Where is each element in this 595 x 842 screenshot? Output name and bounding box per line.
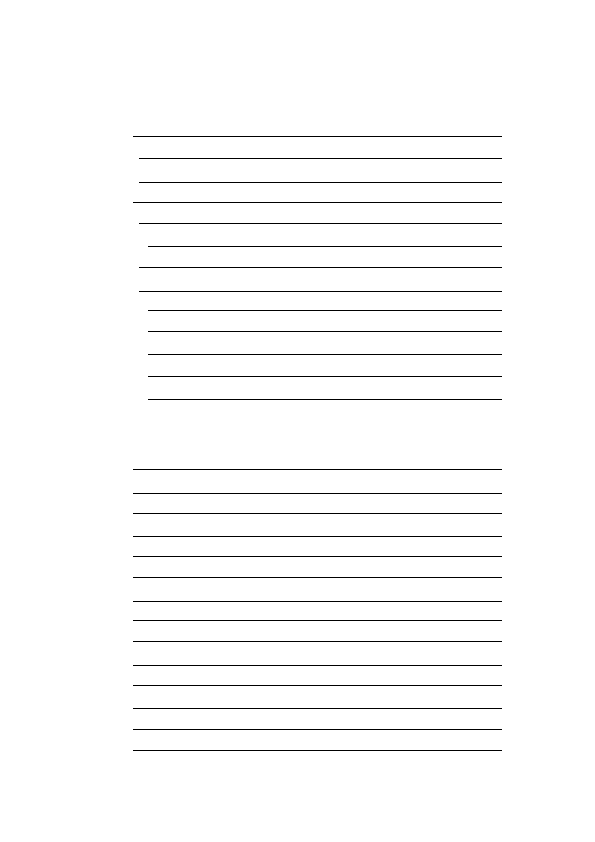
toc-entry[interactable] [89, 572, 512, 582]
toc-entry-label [89, 681, 129, 689]
toc-page-number [506, 509, 512, 517]
toc-page-number [506, 132, 512, 140]
toc-entry-label [89, 725, 129, 733]
leader-line [133, 620, 502, 621]
toc-entry[interactable] [89, 131, 512, 141]
toc-page-number [506, 597, 512, 605]
toc-entry-label [95, 287, 135, 295]
leader-line [133, 202, 502, 203]
toc-entry[interactable] [95, 262, 512, 272]
toc-entry-label [89, 465, 129, 473]
toc-page-number [506, 489, 512, 497]
toc-entry[interactable] [89, 615, 512, 625]
toc-entry[interactable] [89, 508, 512, 518]
section-heading [89, 432, 209, 444]
toc-entry-label [89, 704, 129, 712]
toc-entry[interactable] [89, 596, 512, 606]
toc-page-number [506, 178, 512, 186]
toc-entry-label [104, 350, 144, 358]
toc-entry[interactable] [104, 305, 512, 315]
toc-entry[interactable] [95, 286, 512, 296]
toc-page-number [506, 306, 512, 314]
toc-entry[interactable] [104, 371, 512, 381]
leader-line [139, 291, 502, 292]
toc-entry[interactable] [89, 464, 512, 474]
toc-page-number [506, 532, 512, 540]
toc-entry[interactable] [89, 488, 512, 498]
toc-page-number [506, 350, 512, 358]
toc-entry-label [95, 263, 135, 271]
leader-line [133, 493, 502, 494]
leader-line [148, 310, 502, 311]
toc-entry-label [104, 395, 144, 403]
toc-entry[interactable] [89, 724, 512, 734]
toc-entry-label [95, 219, 135, 227]
leader-line [139, 223, 502, 224]
leader-line [148, 331, 502, 332]
toc-page-number [506, 198, 512, 206]
toc-entry-label [104, 327, 144, 335]
leader-line [133, 136, 502, 137]
toc-page-number [506, 219, 512, 227]
leader-line [133, 665, 502, 666]
leader-line [133, 641, 502, 642]
leader-line [133, 685, 502, 686]
toc-entry-label [89, 661, 129, 669]
toc-page-number [506, 154, 512, 162]
leader-line [133, 729, 502, 730]
leader-line [133, 536, 502, 537]
toc-entry-label [89, 746, 129, 754]
toc-entry-label [89, 132, 129, 140]
toc-entry-label [89, 637, 129, 645]
toc-entry[interactable] [89, 636, 512, 646]
toc-entry[interactable] [95, 153, 512, 163]
toc-page-number [506, 637, 512, 645]
toc-entry[interactable] [104, 241, 512, 251]
toc-entry[interactable] [95, 218, 512, 228]
toc-entry-label [104, 242, 144, 250]
toc-page-number [506, 242, 512, 250]
toc-entry-label [95, 154, 135, 162]
leader-line [133, 708, 502, 709]
toc-entry-label [89, 616, 129, 624]
toc-entry[interactable] [104, 349, 512, 359]
leader-line [139, 158, 502, 159]
leader-line [133, 750, 502, 751]
leader-line [148, 246, 502, 247]
toc-page-number [506, 552, 512, 560]
section-heading [89, 100, 209, 112]
leader-line [139, 267, 502, 268]
toc-page-number [506, 465, 512, 473]
toc-page-number [506, 287, 512, 295]
toc-entry[interactable] [89, 680, 512, 690]
toc-page-number [506, 725, 512, 733]
toc-entry[interactable] [89, 531, 512, 541]
toc-page-number [506, 704, 512, 712]
toc-entry-label [89, 573, 129, 581]
toc-entry-label [89, 552, 129, 560]
toc-entry[interactable] [89, 703, 512, 713]
toc-entry-label [95, 178, 135, 186]
leader-line [148, 376, 502, 377]
toc-page-number [506, 372, 512, 380]
toc-entry[interactable] [89, 660, 512, 670]
toc-page-number [506, 746, 512, 754]
leader-line [148, 354, 502, 355]
leader-line [139, 182, 502, 183]
toc-entry[interactable] [95, 177, 512, 187]
toc-entry[interactable] [89, 551, 512, 561]
toc-page-number [506, 616, 512, 624]
leader-line [133, 556, 502, 557]
toc-entry[interactable] [89, 745, 512, 755]
toc-entry-label [89, 509, 129, 517]
toc-page-number [506, 681, 512, 689]
toc-page-number [506, 263, 512, 271]
toc-page-number [506, 327, 512, 335]
leader-line [133, 513, 502, 514]
toc-entry[interactable] [104, 326, 512, 336]
toc-entry-label [104, 306, 144, 314]
toc-entry-label [89, 489, 129, 497]
leader-line [148, 399, 502, 400]
toc-page-number [506, 395, 512, 403]
toc-entry[interactable] [104, 394, 512, 404]
leader-line [133, 469, 502, 470]
toc-entry-label [89, 532, 129, 540]
leader-line [133, 601, 502, 602]
toc-entry-label [89, 597, 129, 605]
toc-entry-label [104, 372, 144, 380]
toc-page-number [506, 661, 512, 669]
toc-entry-label [89, 198, 129, 206]
toc-page-number [506, 573, 512, 581]
toc-entry[interactable] [89, 197, 512, 207]
leader-line [133, 577, 502, 578]
